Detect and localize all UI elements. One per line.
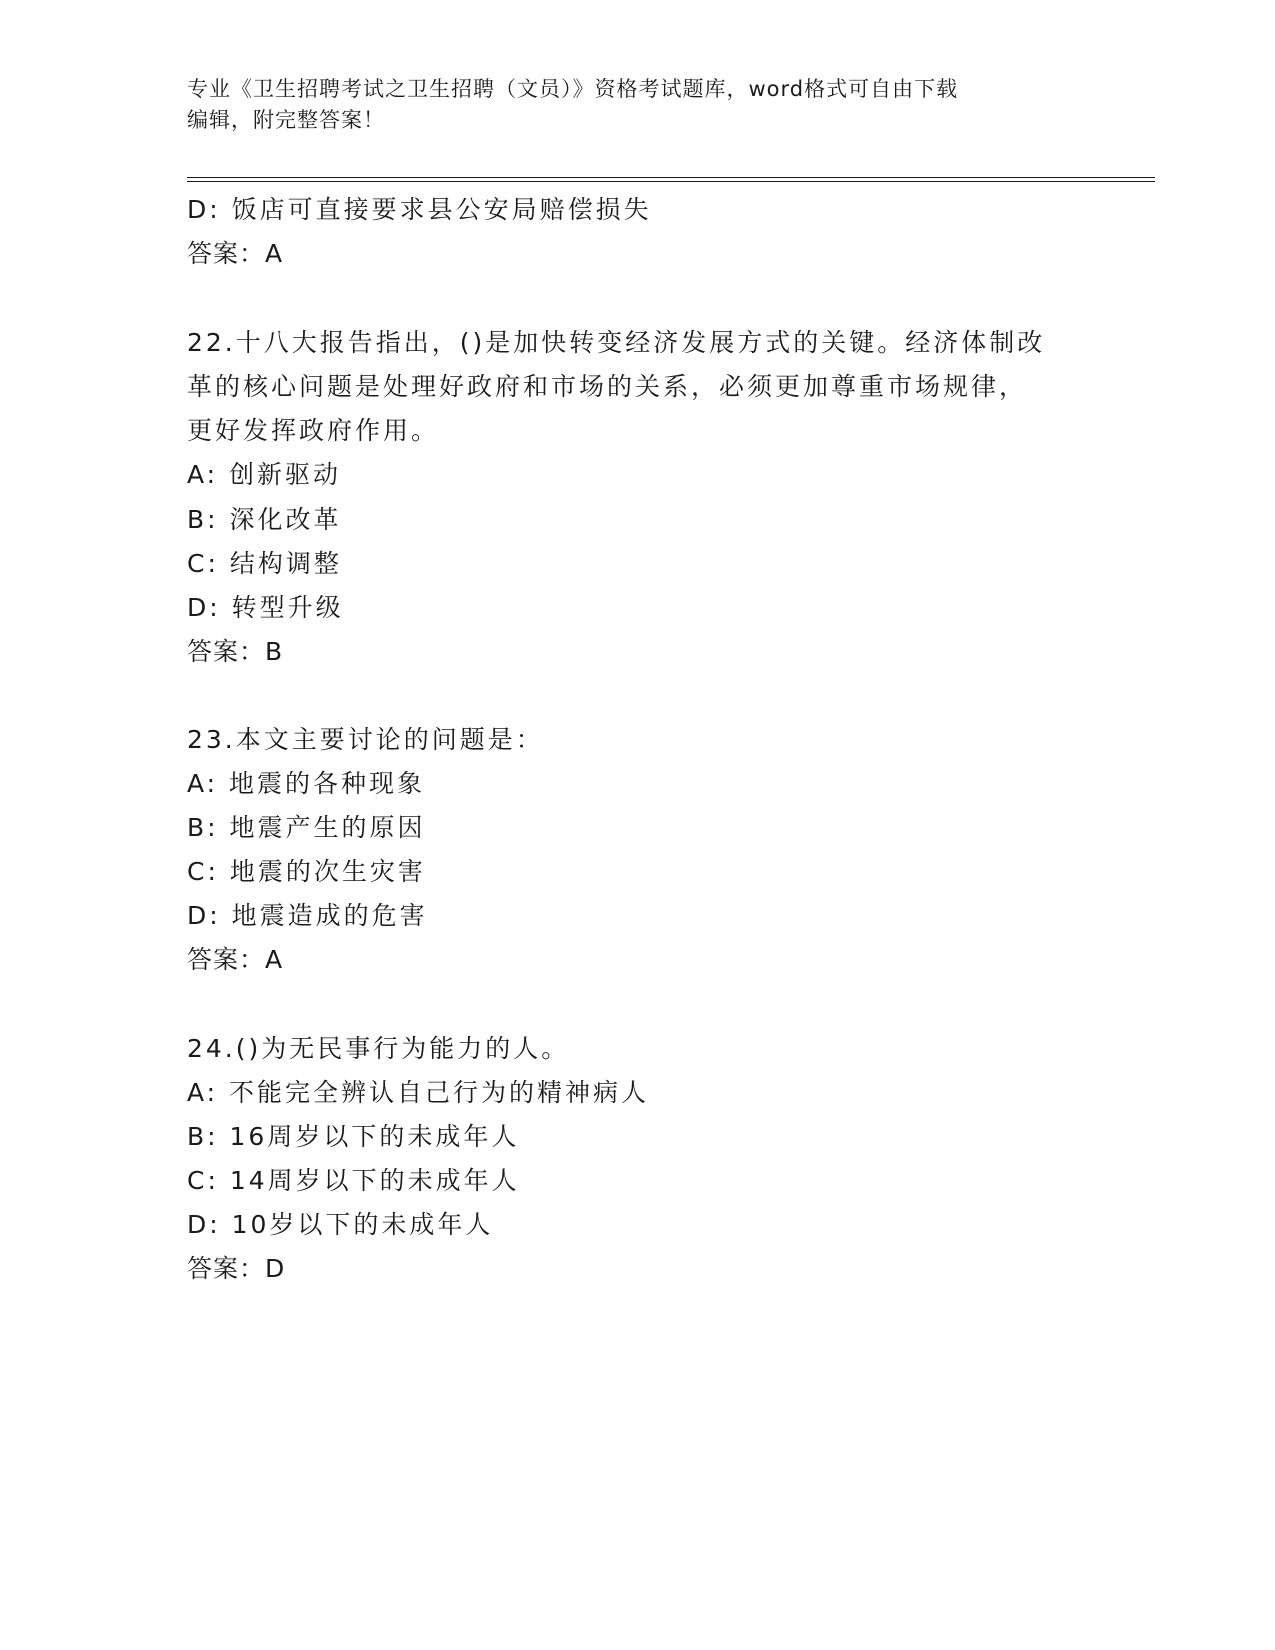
q21-option-d: D: 饭店可直接要求县公安局赔偿损失 bbox=[187, 195, 652, 224]
q23-stem: 23.本文主要讨论的问题是： bbox=[187, 725, 544, 754]
q24-option-d: D: 10岁以下的未成年人 bbox=[187, 1210, 494, 1239]
q22-stem-line-2: 革的核心问题是处理好政府和市场的关系，必须更加尊重市场规律， bbox=[187, 372, 1028, 401]
page-header bbox=[187, 74, 1087, 136]
q22-stem-line-1: 22.十八大报告指出，()是加快转变经济发展方式的关键。经济体制改 bbox=[187, 328, 1046, 357]
q24-option-a: A: 不能完全辨认自己行为的精神病人 bbox=[187, 1078, 650, 1107]
q24-answer: 答案：D bbox=[187, 1254, 286, 1283]
q23-option-b: B: 地震产生的原因 bbox=[187, 813, 426, 842]
q24-option-b: B: 16周岁以下的未成年人 bbox=[187, 1122, 520, 1151]
q24-stem: 24.()为无民事行为能力的人。 bbox=[187, 1034, 570, 1063]
q22-option-d: D: 转型升级 bbox=[187, 593, 344, 622]
q23-option-a: A: 地震的各种现象 bbox=[187, 769, 426, 798]
q22-stem-line-3: 更好发挥政府作用。 bbox=[187, 416, 440, 445]
q21-answer: 答案：A bbox=[187, 239, 284, 268]
header-line-1: 专业《卫生招聘考试之卫生招聘（文员）》资格考试题库，word格式可自由下载 bbox=[187, 77, 959, 101]
header-divider bbox=[187, 177, 1155, 182]
q22-option-b: B: 深化改革 bbox=[187, 505, 342, 534]
q22-answer: 答案：B bbox=[187, 637, 284, 666]
q23-option-d: D: 地震造成的危害 bbox=[187, 901, 428, 930]
q23-option-c: C: 地震的次生灾害 bbox=[187, 857, 426, 886]
q23-answer: 答案：A bbox=[187, 945, 284, 974]
q22-option-c: C: 结构调整 bbox=[187, 549, 342, 578]
q24-option-c: C: 14周岁以下的未成年人 bbox=[187, 1166, 520, 1195]
header-line-2: 编辑，附完整答案！ bbox=[187, 108, 385, 132]
q22-option-a: A: 创新驱动 bbox=[187, 460, 342, 489]
